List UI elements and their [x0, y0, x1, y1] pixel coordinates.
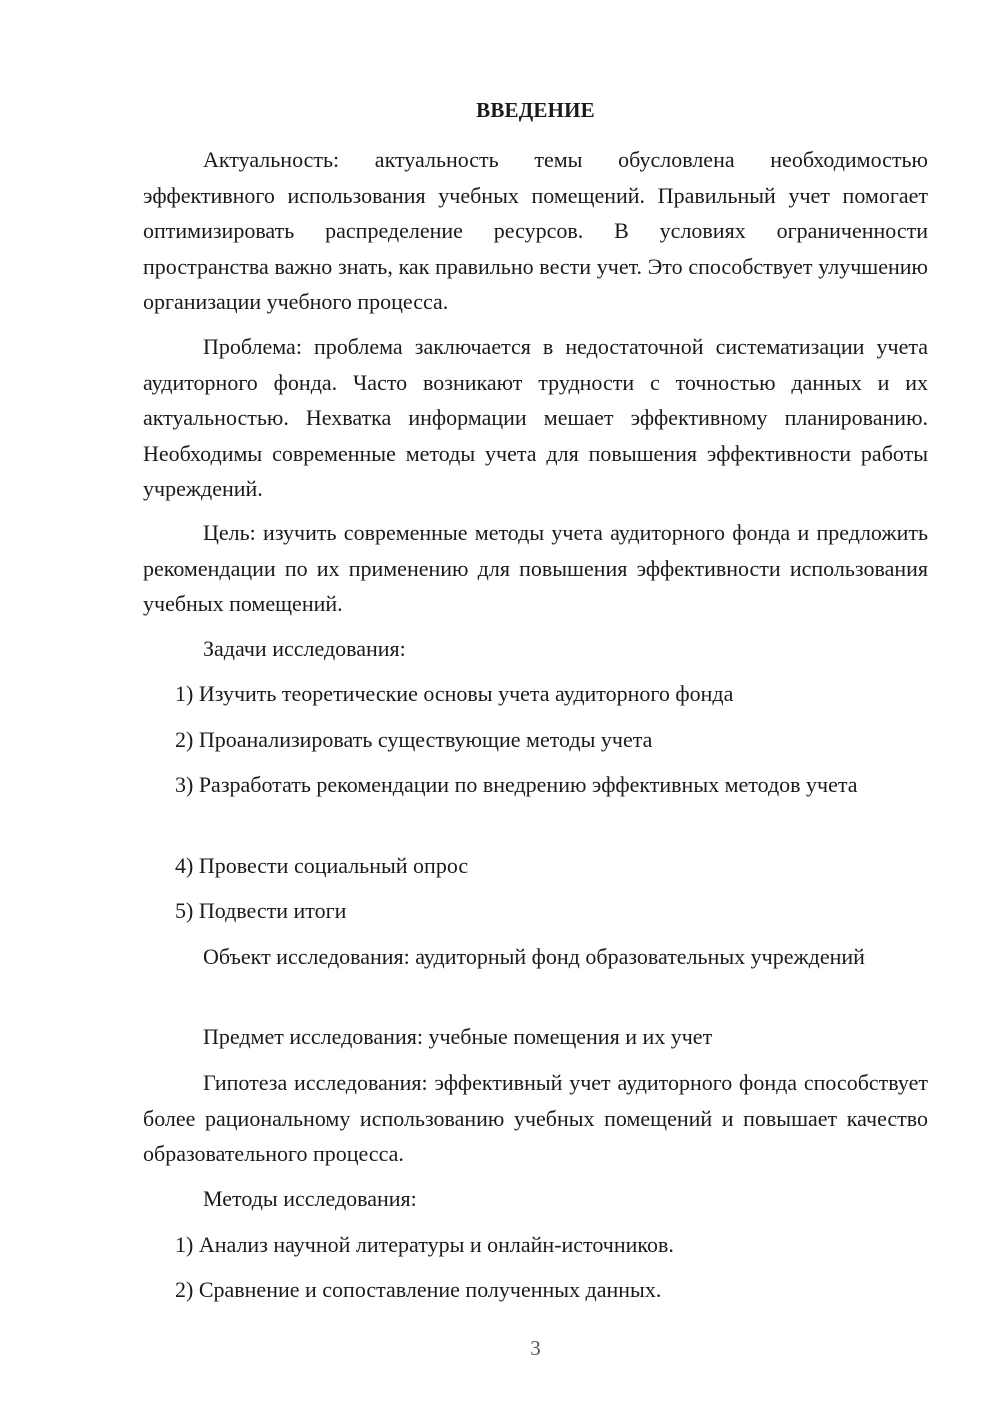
- paragraph-goal: Цель: изучить современные методы учета аудиторного фонда и предложить рекомендации по их применению для повышения эффективности использования учебных помещений.: [143, 520, 928, 616]
- task-item: 3) Разработать рекомендации по внедрению эффективных методов учета: [175, 772, 858, 797]
- document-page: [143, 0, 928, 1414]
- methods-heading: Методы исследования:: [203, 1186, 417, 1211]
- paragraph-subject: Предмет исследования: учебные помещения и их учет: [203, 1024, 713, 1049]
- method-item: 2) Сравнение и сопоставление полученных данных.: [175, 1277, 662, 1302]
- task-item: 4) Провести социальный опрос: [175, 853, 469, 878]
- task-item: 1) Изучить теоретические основы учета аудиторного фонда: [175, 681, 734, 706]
- paragraph-object: Объект исследования: аудиторный фонд образовательных учреждений: [203, 944, 865, 969]
- tasks-heading: Задачи исследования:: [203, 636, 406, 661]
- task-item: 2) Проанализировать существующие методы учета: [175, 727, 653, 752]
- paragraph-relevance: Актуальность: актуальность темы обусловлена необходимостью эффективного использования учебных помещений. Правильный учет помогает оптимизировать распределение ресурсов. В условиях ограниченности пространства важно знать, как правильно вести учет. Это способствует улучшению организации учебного процесса.: [143, 147, 928, 314]
- paragraph-problem: Проблема: проблема заключается в недостаточной систематизации учета аудиторного фонда. Часто возникают трудности с точностью данных и их актуальностью. Нехватка информации мешает эффективному планированию. Необходимы современные методы учета для повышения эффективности работы учреждений.: [143, 334, 928, 501]
- paragraph-hypothesis: Гипотеза исследования: эффективный учет аудиторного фонда способствует более рациональному использованию учебных помещений и повышает качество образовательного процесса.: [143, 1070, 928, 1166]
- page-number: 3: [530, 1336, 541, 1360]
- method-item: 1) Анализ научной литературы и онлайн-источников.: [175, 1232, 674, 1257]
- section-title: ВВЕДЕНИЕ: [476, 98, 595, 122]
- task-item: 5) Подвести итоги: [175, 898, 347, 923]
